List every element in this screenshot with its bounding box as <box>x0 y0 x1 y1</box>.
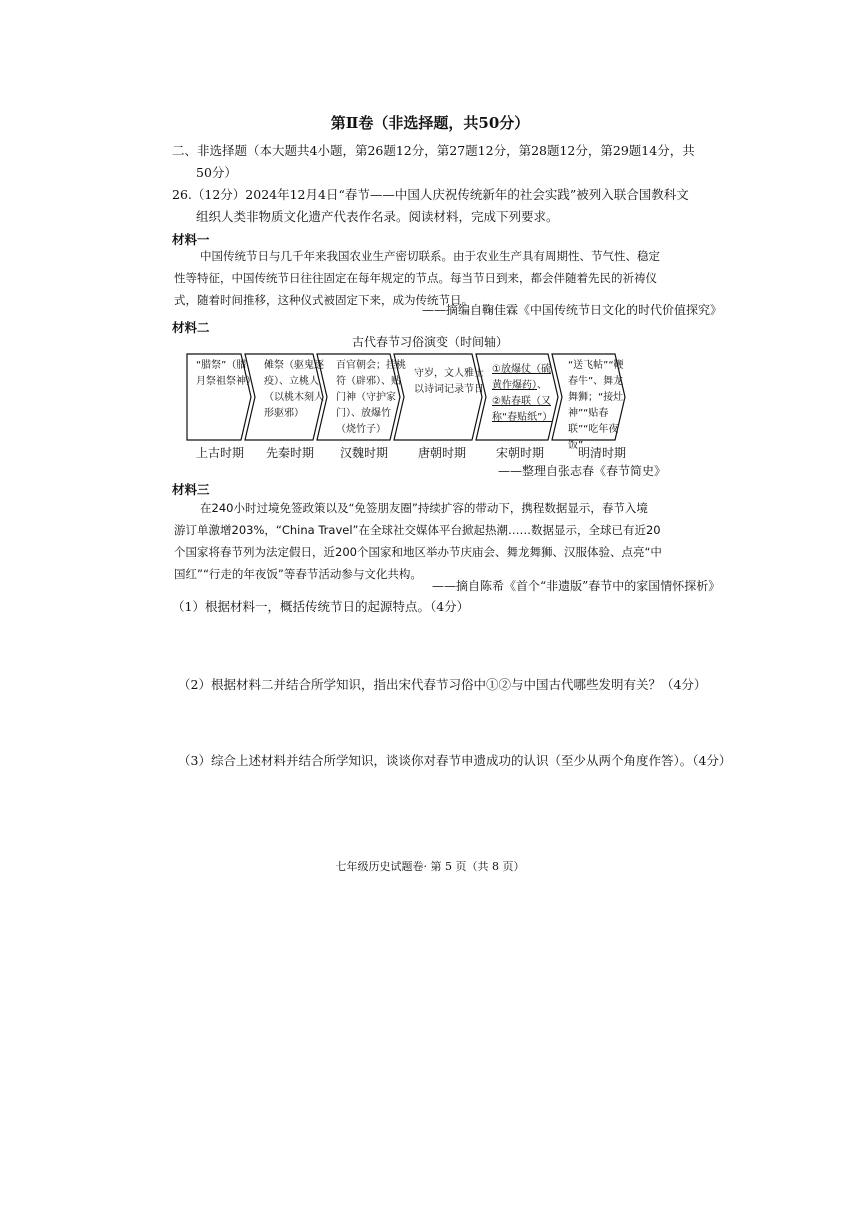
period-label-4: 唐朝时期 <box>418 446 467 460</box>
material2-source: ——整理自张志春《春节简史》 <box>498 464 667 478</box>
part2-heading-line1: 二、非选择题（本大题共4小题，第26题12分，第27题12分，第28题12分，第29题14分，共 <box>172 143 695 158</box>
part2-heading-line2: 50分） <box>196 165 237 180</box>
section-title: 第Ⅱ卷（非选择题，共50分） <box>330 114 530 132</box>
timeline-box-3: 百官朝会；挂桃符（辟邪）、贴门神（守护家门）、放爆竹（烧竹子） <box>336 360 406 435</box>
song-custom-separator: 、 <box>537 380 547 391</box>
timeline-box-4: 守岁，文人雅士以诗词记录节日 <box>414 368 484 395</box>
question-1: （1）根据材料一，概括传统节日的起源特点。（4分） <box>172 599 470 614</box>
material1-source: ——摘编自鞠佳霖《中国传统节日文化的时代价值探究》 <box>422 303 723 317</box>
q26-intro-line2: 组织人类非物质文化遗产代表作名录。阅读材料，完成下列要求。 <box>196 209 559 224</box>
period-label-6: 明清时期 <box>578 446 627 460</box>
material1-line1: 中国传统节日与几千年来我国农业生产密切联系。由于农业生产具有周期性、节气性、稳定 <box>200 249 660 263</box>
period-label-1: 上古时期 <box>196 446 245 460</box>
timeline-title: 古代春节习俗演变（时间轴） <box>351 335 508 349</box>
material3-line3: 个国家将春节列为法定假日，近200个国家和地区举办节庆庙会、舞龙舞狮、汉服体验、点亮“中 <box>174 545 662 559</box>
timeline-box-1: “腊祭”（腊月祭祖祭神） <box>196 360 256 387</box>
period-label-2: 先秦时期 <box>266 446 315 460</box>
material3-line1: 在240小时过境免签政策以及“免签朋友圈”持续扩容的带动下，携程数据显示，春节入境 <box>200 501 648 515</box>
page-footer: 七年级历史试题卷· 第 5 页（共 8 页） <box>335 860 525 873</box>
question-3: （3）综合上述材料并结合所学知识，谈谈你对春节申遗成功的认识（至少从两个角度作答）。（4分） <box>178 753 732 768</box>
material3-line4: 国红”“行走的年夜饭”等春节活动参与文化共构。 <box>174 567 422 581</box>
material1-label: 材料一 <box>172 232 210 247</box>
question-2: （2）根据材料二并结合所学知识，指出宋代春节习俗中①②与中国古代哪些发明有关？（4分） <box>178 677 707 692</box>
q26-intro-line1: 26.（12分）2024年12月4日“春节——中国人庆祝传统新年的社会实践”被列入联合国教科文 <box>172 187 689 202</box>
song-custom-1: ①放爆仗（硫黄作爆药） <box>492 364 551 391</box>
material3-label: 材料三 <box>172 482 210 497</box>
material3-source: ——摘自陈希《首个“非遗版”春节中的家国情怀探析》 <box>432 579 721 593</box>
timeline-box-6: “送飞帖”“鞭春牛”、舞龙舞狮；“接灶神”“贴春联”“吃年夜饭” <box>568 360 624 451</box>
timeline-box-5 <box>492 362 556 426</box>
period-label-5: 宋朝时期 <box>496 446 545 460</box>
material1-line2: 性等特征，中国传统节日往往固定在每年规定的节点。每当节日到来，都会伴随着先民的祈祷仪 <box>174 271 657 285</box>
song-custom-2: ②贴春联（又称“春贴纸”） <box>492 396 553 423</box>
material1-line3: 式，随着时间推移，这种仪式被固定下来，成为传统节日。 <box>174 293 473 307</box>
material2-label: 材料二 <box>172 320 210 335</box>
period-label-3: 汉魏时期 <box>340 446 389 460</box>
material3-line2: 游订单激增203%，“China Travel”在全球社交媒体平台掀起热潮……数据显示，全球已有近20 <box>174 523 661 537</box>
timeline-box-2: 傩祭（驱鬼逐疫）、立桃人（以桃木刻人形驱邪） <box>264 360 324 419</box>
